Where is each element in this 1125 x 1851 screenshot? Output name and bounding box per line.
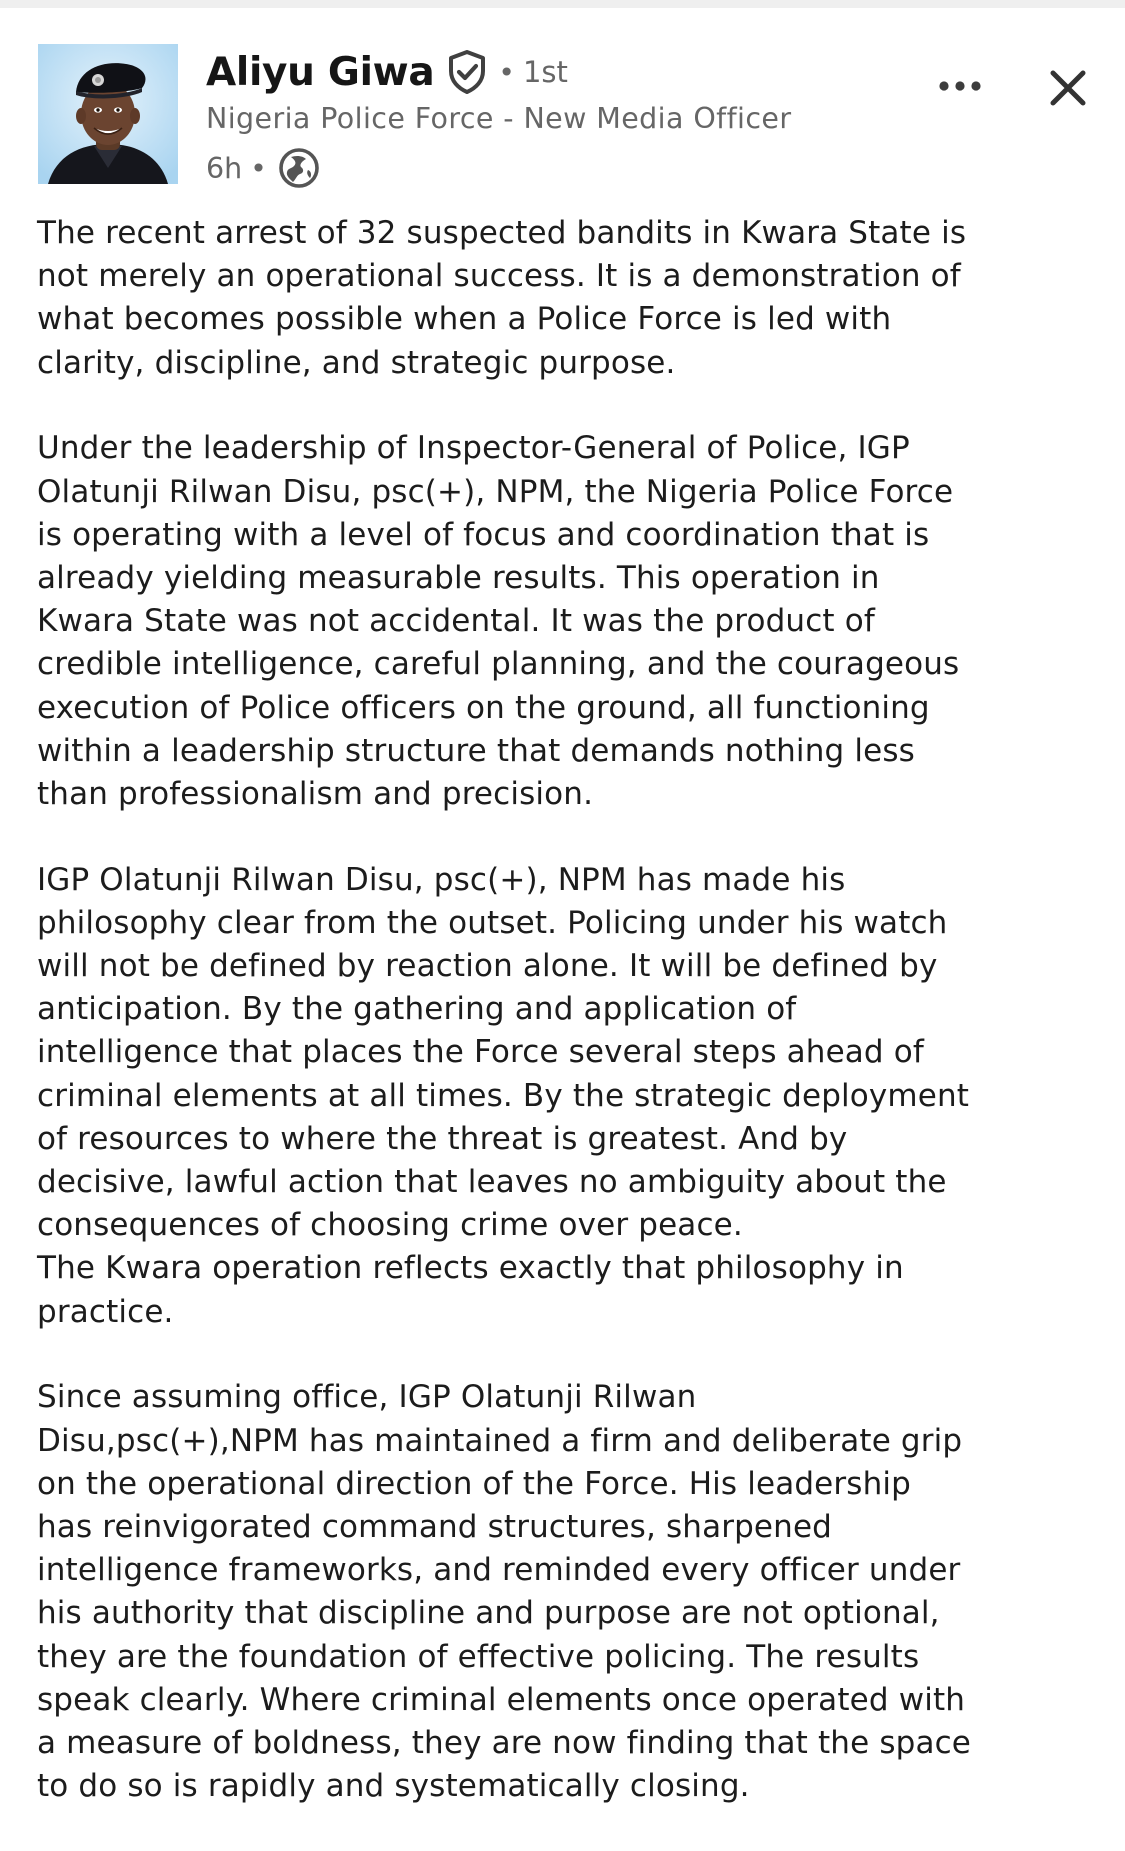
top-divider xyxy=(0,0,1125,8)
post-paragraph-1 xyxy=(37,212,1097,385)
post-paragraph-2 xyxy=(37,427,1097,816)
text-line: practice. xyxy=(37,1293,174,1330)
text-line: Kwara State was not accidental. It was the product of xyxy=(37,603,875,640)
text-line: decisive, lawful action that leaves no ambiguity about the xyxy=(37,1164,947,1201)
text-line: consequences of choosing crime over peace. xyxy=(37,1207,743,1244)
text-line: has reinvigorated command structures, sharpened xyxy=(37,1508,833,1545)
degree-separator: • xyxy=(498,55,515,89)
more-horizontal-icon xyxy=(938,80,982,92)
text-line: Disu,psc(+),NPM has maintained a firm and deliberate grip xyxy=(37,1422,963,1459)
post-paragraph-3 xyxy=(37,859,1097,1334)
text-line: not merely an operational success. It is a demonstration of xyxy=(37,258,961,295)
connection-degree: 1st xyxy=(522,55,568,89)
text-line: is operating with a level of focus and coordination that is xyxy=(37,516,930,553)
text-line: Since assuming office, IGP Olatunji Rilwan xyxy=(37,1379,697,1416)
author-avatar[interactable] xyxy=(38,44,178,184)
author-headline: Nigeria Police Force - New Media Officer xyxy=(206,102,792,135)
text-line: speak clearly. Where criminal elements once operated with xyxy=(37,1681,966,1718)
text-line: IGP Olatunji Rilwan Disu, psc(+), NPM has made his xyxy=(37,861,846,898)
text-line: what becomes possible when a Police Force is led with xyxy=(37,301,892,338)
text-line: will not be defined by reaction alone. It will be defined by xyxy=(37,948,938,985)
text-line: anticipation. By the gathering and application of xyxy=(37,991,797,1028)
avatar-image xyxy=(38,44,178,184)
text-line: execution of Police officers on the ground, all functioning xyxy=(37,689,930,726)
meta-separator: • xyxy=(250,151,267,185)
text-line: Under the leadership of Inspector-General of Police, IGP xyxy=(37,430,910,467)
text-line: to do so is rapidly and systematically closing. xyxy=(37,1768,750,1805)
author-name[interactable]: Aliyu Giwa xyxy=(206,49,435,95)
text-line: The Kwara operation reflects exactly that philosophy in xyxy=(37,1250,904,1287)
text-line: within a leadership structure that demands nothing less xyxy=(37,732,915,769)
text-line: intelligence that places the Force several steps ahead of xyxy=(37,1034,924,1071)
text-line: clarity, discipline, and strategic purpose. xyxy=(37,344,676,381)
text-line: credible intelligence, careful planning, and the courageous xyxy=(37,646,960,683)
author-name-row xyxy=(206,44,568,100)
post-meta xyxy=(206,146,321,190)
text-line: intelligence frameworks, and reminded every officer under xyxy=(37,1552,961,1589)
verified-shield-icon xyxy=(446,49,488,95)
post-card xyxy=(0,8,1125,1805)
post-body xyxy=(37,212,1097,1851)
close-icon xyxy=(1049,69,1087,107)
post-paragraph-4 xyxy=(37,1376,1097,1808)
text-line: philosophy clear from the outset. Policing under his watch xyxy=(37,904,948,941)
text-line: of resources to where the threat is greatest. And by xyxy=(37,1120,848,1157)
text-line: they are the foundation of effective policing. The results xyxy=(37,1638,920,1675)
text-line: criminal elements at all times. By the strategic deployment xyxy=(37,1077,970,1114)
text-line: Olatunji Rilwan Disu, psc(+), NPM, the Nigeria Police Force xyxy=(37,473,954,510)
text-line: on the operational direction of the Force. His leadership xyxy=(37,1465,911,1502)
text-line: already yielding measurable results. This operation in xyxy=(37,559,880,596)
close-button[interactable] xyxy=(1040,60,1096,116)
text-line: than professionalism and precision. xyxy=(37,775,594,812)
text-line: his authority that discipline and purpose are not optional, xyxy=(37,1595,940,1632)
post-time: 6h xyxy=(206,151,243,185)
more-options-button[interactable] xyxy=(930,62,990,110)
globe-icon xyxy=(277,146,321,190)
text-line: The recent arrest of 32 suspected bandits in Kwara State is xyxy=(37,215,967,251)
text-line: a measure of boldness, they are now finding that the space xyxy=(37,1725,972,1761)
